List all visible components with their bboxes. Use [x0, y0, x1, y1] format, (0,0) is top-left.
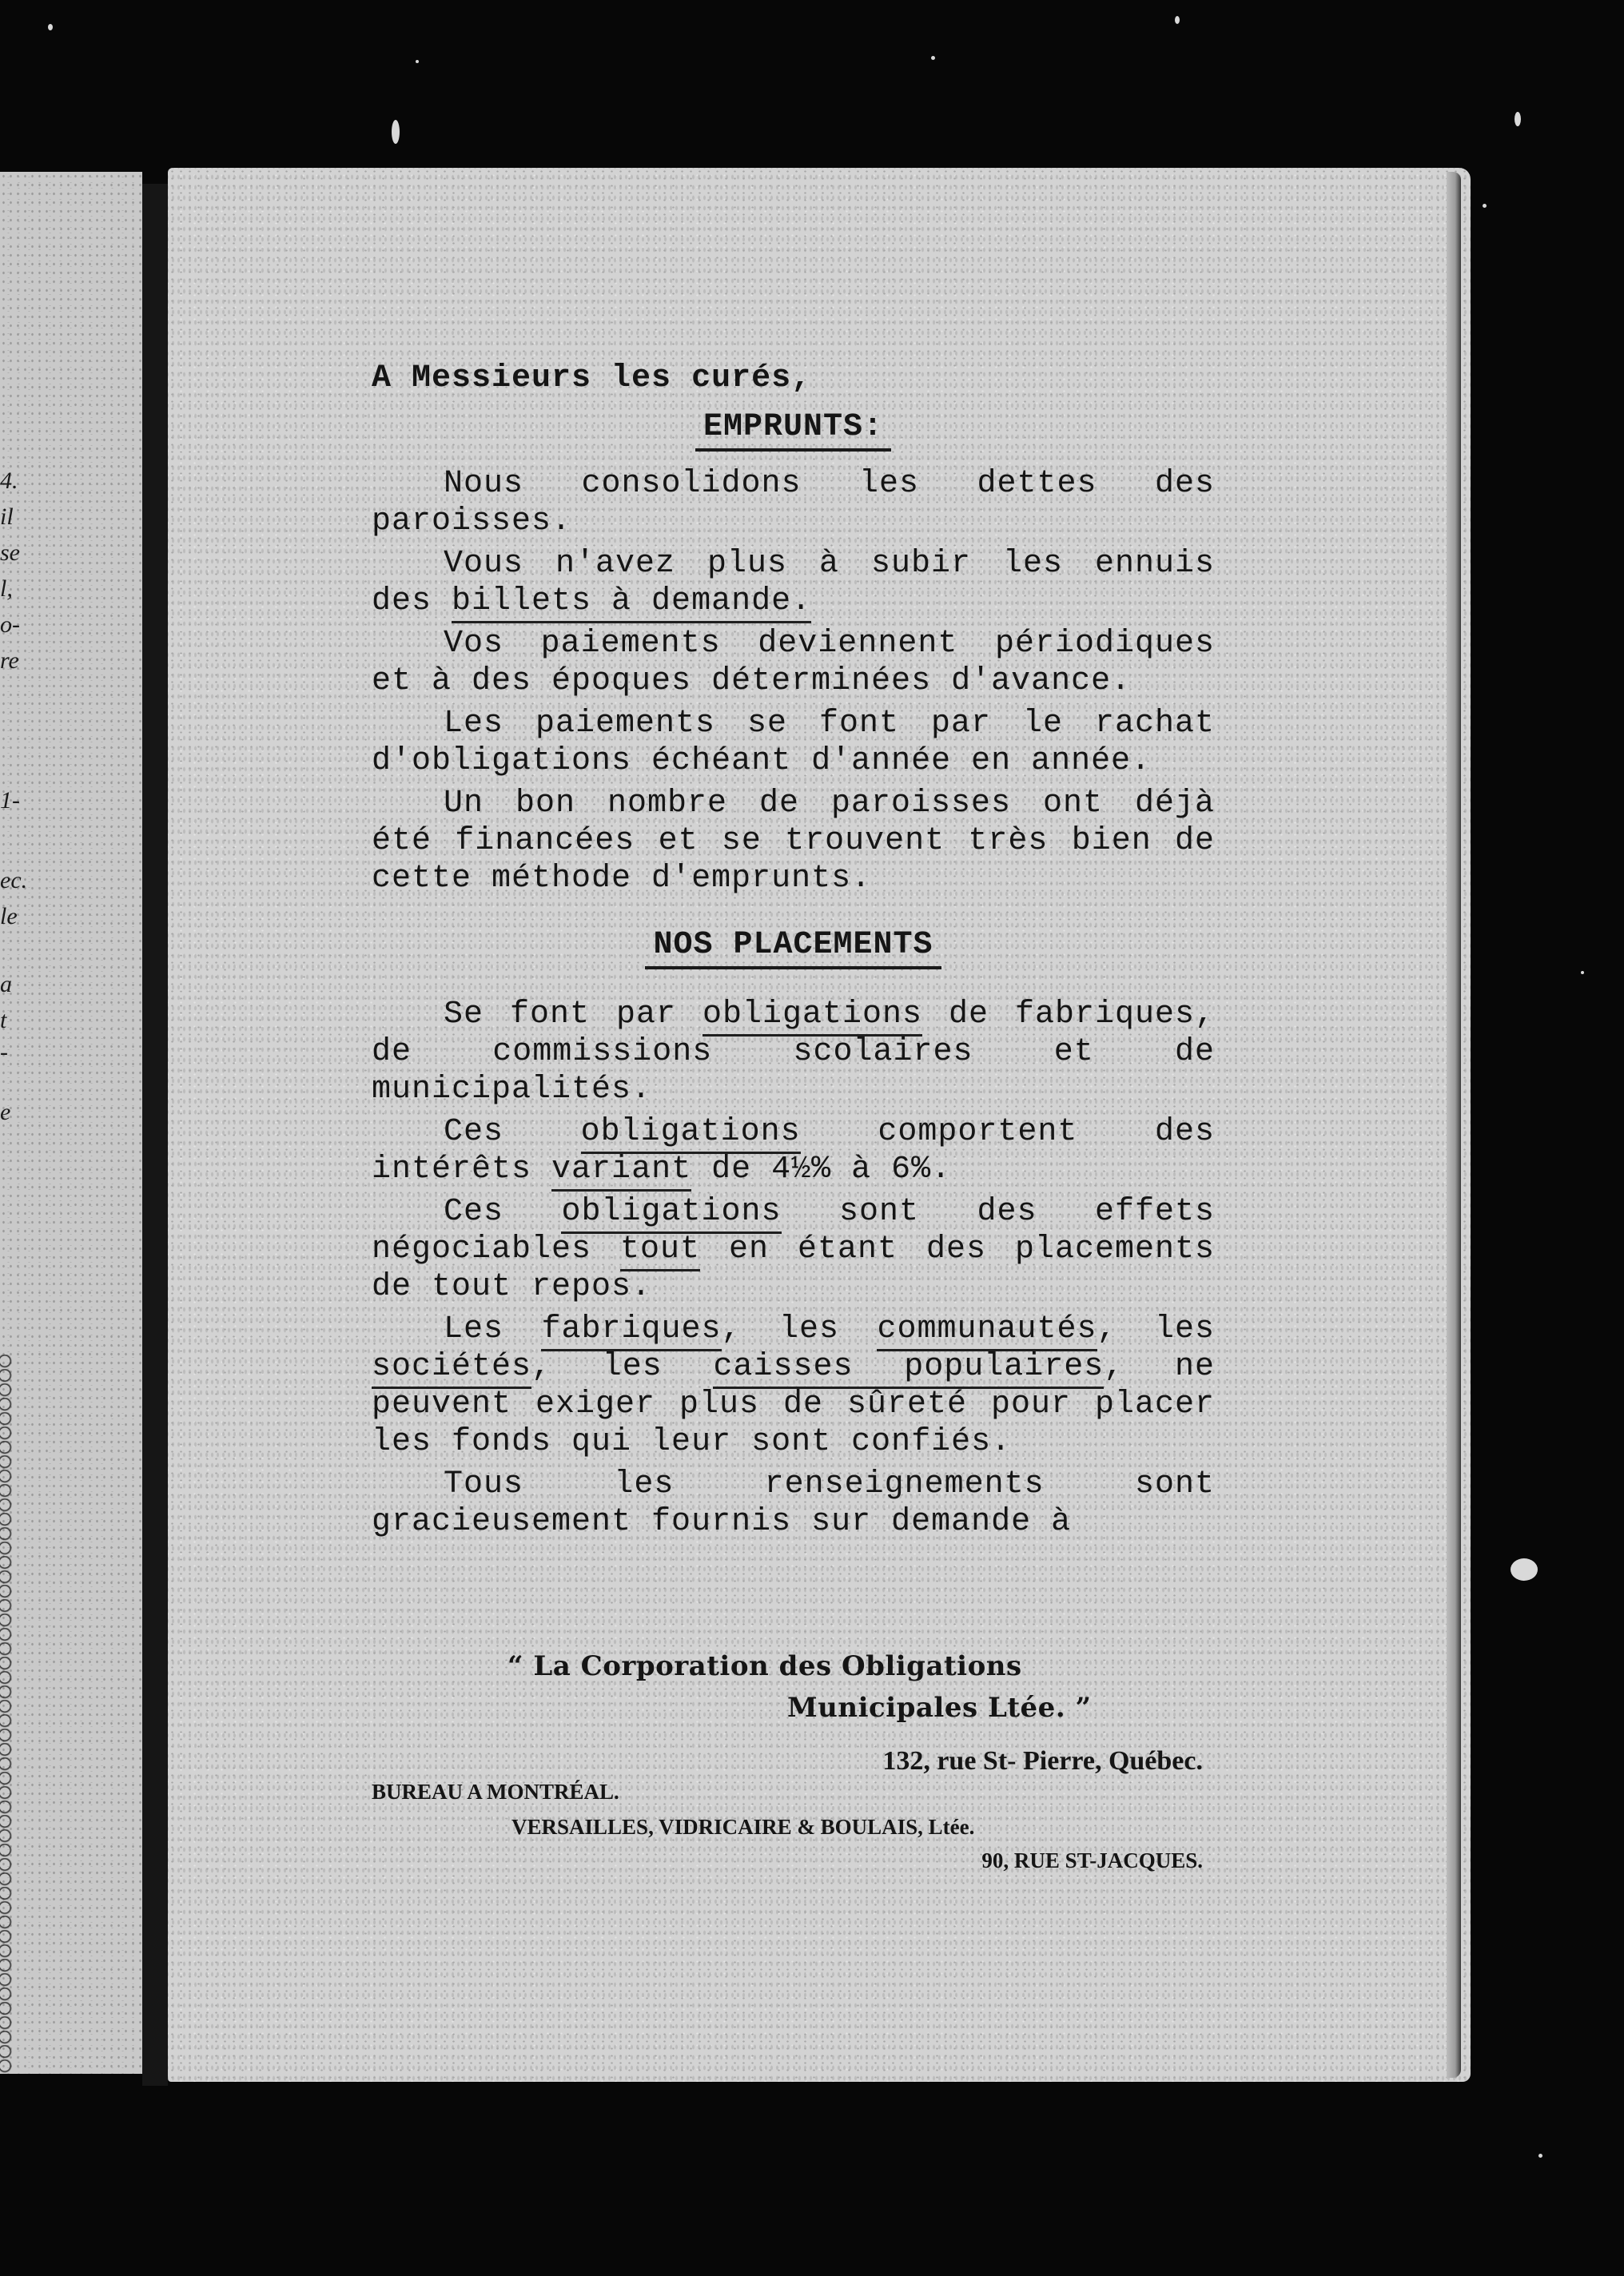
left-page-fragment: a: [0, 971, 12, 997]
left-page-fragment: re: [0, 647, 19, 674]
dust-speck: [48, 24, 53, 30]
dust-speck: [1511, 1558, 1538, 1581]
dust-speck: [1175, 16, 1180, 24]
corporation-name-line1: “ La Corporation des Obligations: [508, 1650, 1022, 1682]
paragraph: [372, 1311, 1215, 1461]
underlined-text: billets à demande.: [452, 583, 811, 623]
paragraph-text: , les: [1097, 1311, 1215, 1347]
paragraph: [372, 545, 1215, 620]
left-page-fragment: t: [0, 1007, 7, 1033]
left-facing-page: [0, 172, 142, 2074]
spiral-border-ornament: [0, 1355, 16, 2074]
paragraph: [372, 996, 1215, 1108]
corporation-address: 132, rue St- Pierre, Québec.: [882, 1746, 1203, 1776]
left-page-fragment: ec.: [0, 867, 28, 893]
agent-name: VERSAILLES, VIDRICAIRE & BOULAIS, Ltée.: [511, 1815, 975, 1839]
paragraph: Les paiements se font par le rachat d'obligations échéant d'année en année.: [372, 706, 1215, 779]
dust-speck: [1538, 2154, 1542, 2158]
dust-speck: [1483, 204, 1487, 208]
paragraph-text: , les: [721, 1311, 878, 1347]
section-heading-text: EMPRUNTS:: [695, 409, 891, 452]
bureau-label: BUREAU A MONTRÉAL.: [372, 1780, 619, 1804]
paragraph-text: de 4½% à 6%.: [691, 1152, 952, 1188]
underlined-text: tout: [620, 1232, 700, 1271]
salutation: A Messieurs les curés,: [372, 360, 812, 396]
left-page-fragment: o-: [0, 611, 20, 638]
underlined-text: fabriques: [541, 1311, 721, 1351]
dust-speck: [1581, 971, 1584, 974]
paragraph-text: comportent des intérêts: [372, 1114, 1215, 1188]
paragraph-text: , ne peuvent exiger plus de sûreté pour placer les fonds qui leur sont confiés.: [372, 1349, 1215, 1460]
underlined-text: obligations: [581, 1114, 801, 1154]
agent-address: 90, RUE ST-JACQUES.: [981, 1848, 1203, 1872]
section-heading-text: NOS PLACEMENTS: [645, 927, 941, 969]
dust-speck: [931, 56, 935, 60]
underlined-text: caisses populaires: [713, 1349, 1104, 1389]
underlined-text: variant: [551, 1152, 691, 1192]
paragraph: [372, 1193, 1215, 1306]
paragraph-text: Ces: [444, 1194, 562, 1230]
left-page-fragment: le: [0, 903, 18, 929]
paragraph: [372, 1113, 1215, 1188]
left-page-fragment: l,: [0, 575, 13, 602]
book-gutter: [142, 184, 168, 2086]
section-heading-placements: [372, 926, 1215, 964]
paragraph-text: Ces: [444, 1114, 581, 1150]
left-page-fragment: il: [0, 503, 14, 530]
paragraph-text: de fabriques, de commissions scolaires et de municipalités.: [372, 997, 1215, 1108]
underlined-text: sociétés: [372, 1349, 531, 1389]
left-page-fragment: 4.: [0, 468, 18, 494]
section-heading-emprunts: [372, 408, 1215, 446]
left-page-fragment: 1-: [0, 787, 20, 814]
left-page-fragment: e: [0, 1099, 11, 1125]
paragraph: Un bon nombre de paroisses ont déjà été financées et se trouvent très bien de cette méthode d'emprunts.: [372, 786, 1215, 897]
paragraph-text: Vous n'avez plus à subir les ennuis des: [372, 546, 1215, 619]
dust-speck: [1515, 112, 1521, 126]
paragraph: Vos paiements deviennent périodiques et à des époques déterminées d'avance.: [372, 626, 1215, 699]
left-page-fragment: se: [0, 539, 20, 566]
paragraph: Nous consolidons les dettes des paroisses.: [372, 466, 1215, 539]
dust-speck: [416, 60, 419, 63]
left-page-fragment: -: [0, 1039, 8, 1065]
dust-speck: [392, 120, 400, 144]
letter-body: [372, 360, 1215, 1546]
paragraph-text: , les: [531, 1349, 714, 1385]
corporation-name-line2: Municipales Ltée. ”: [787, 1692, 1092, 1724]
paragraph-text: Les: [444, 1311, 542, 1347]
paragraph-text: en étant des placements de tout repos.: [372, 1232, 1215, 1305]
underlined-text: communautés: [877, 1311, 1097, 1351]
paragraph-text: sont des effets négociables: [372, 1194, 1215, 1267]
underlined-text: obligations: [561, 1194, 781, 1234]
paragraph: Tous les renseignements sont gracieusement fournis sur demande à: [372, 1466, 1215, 1540]
paragraph-text: Se font par: [444, 997, 703, 1033]
page-edge-shadow: [1447, 172, 1461, 2078]
underlined-text: obligations: [703, 997, 922, 1037]
